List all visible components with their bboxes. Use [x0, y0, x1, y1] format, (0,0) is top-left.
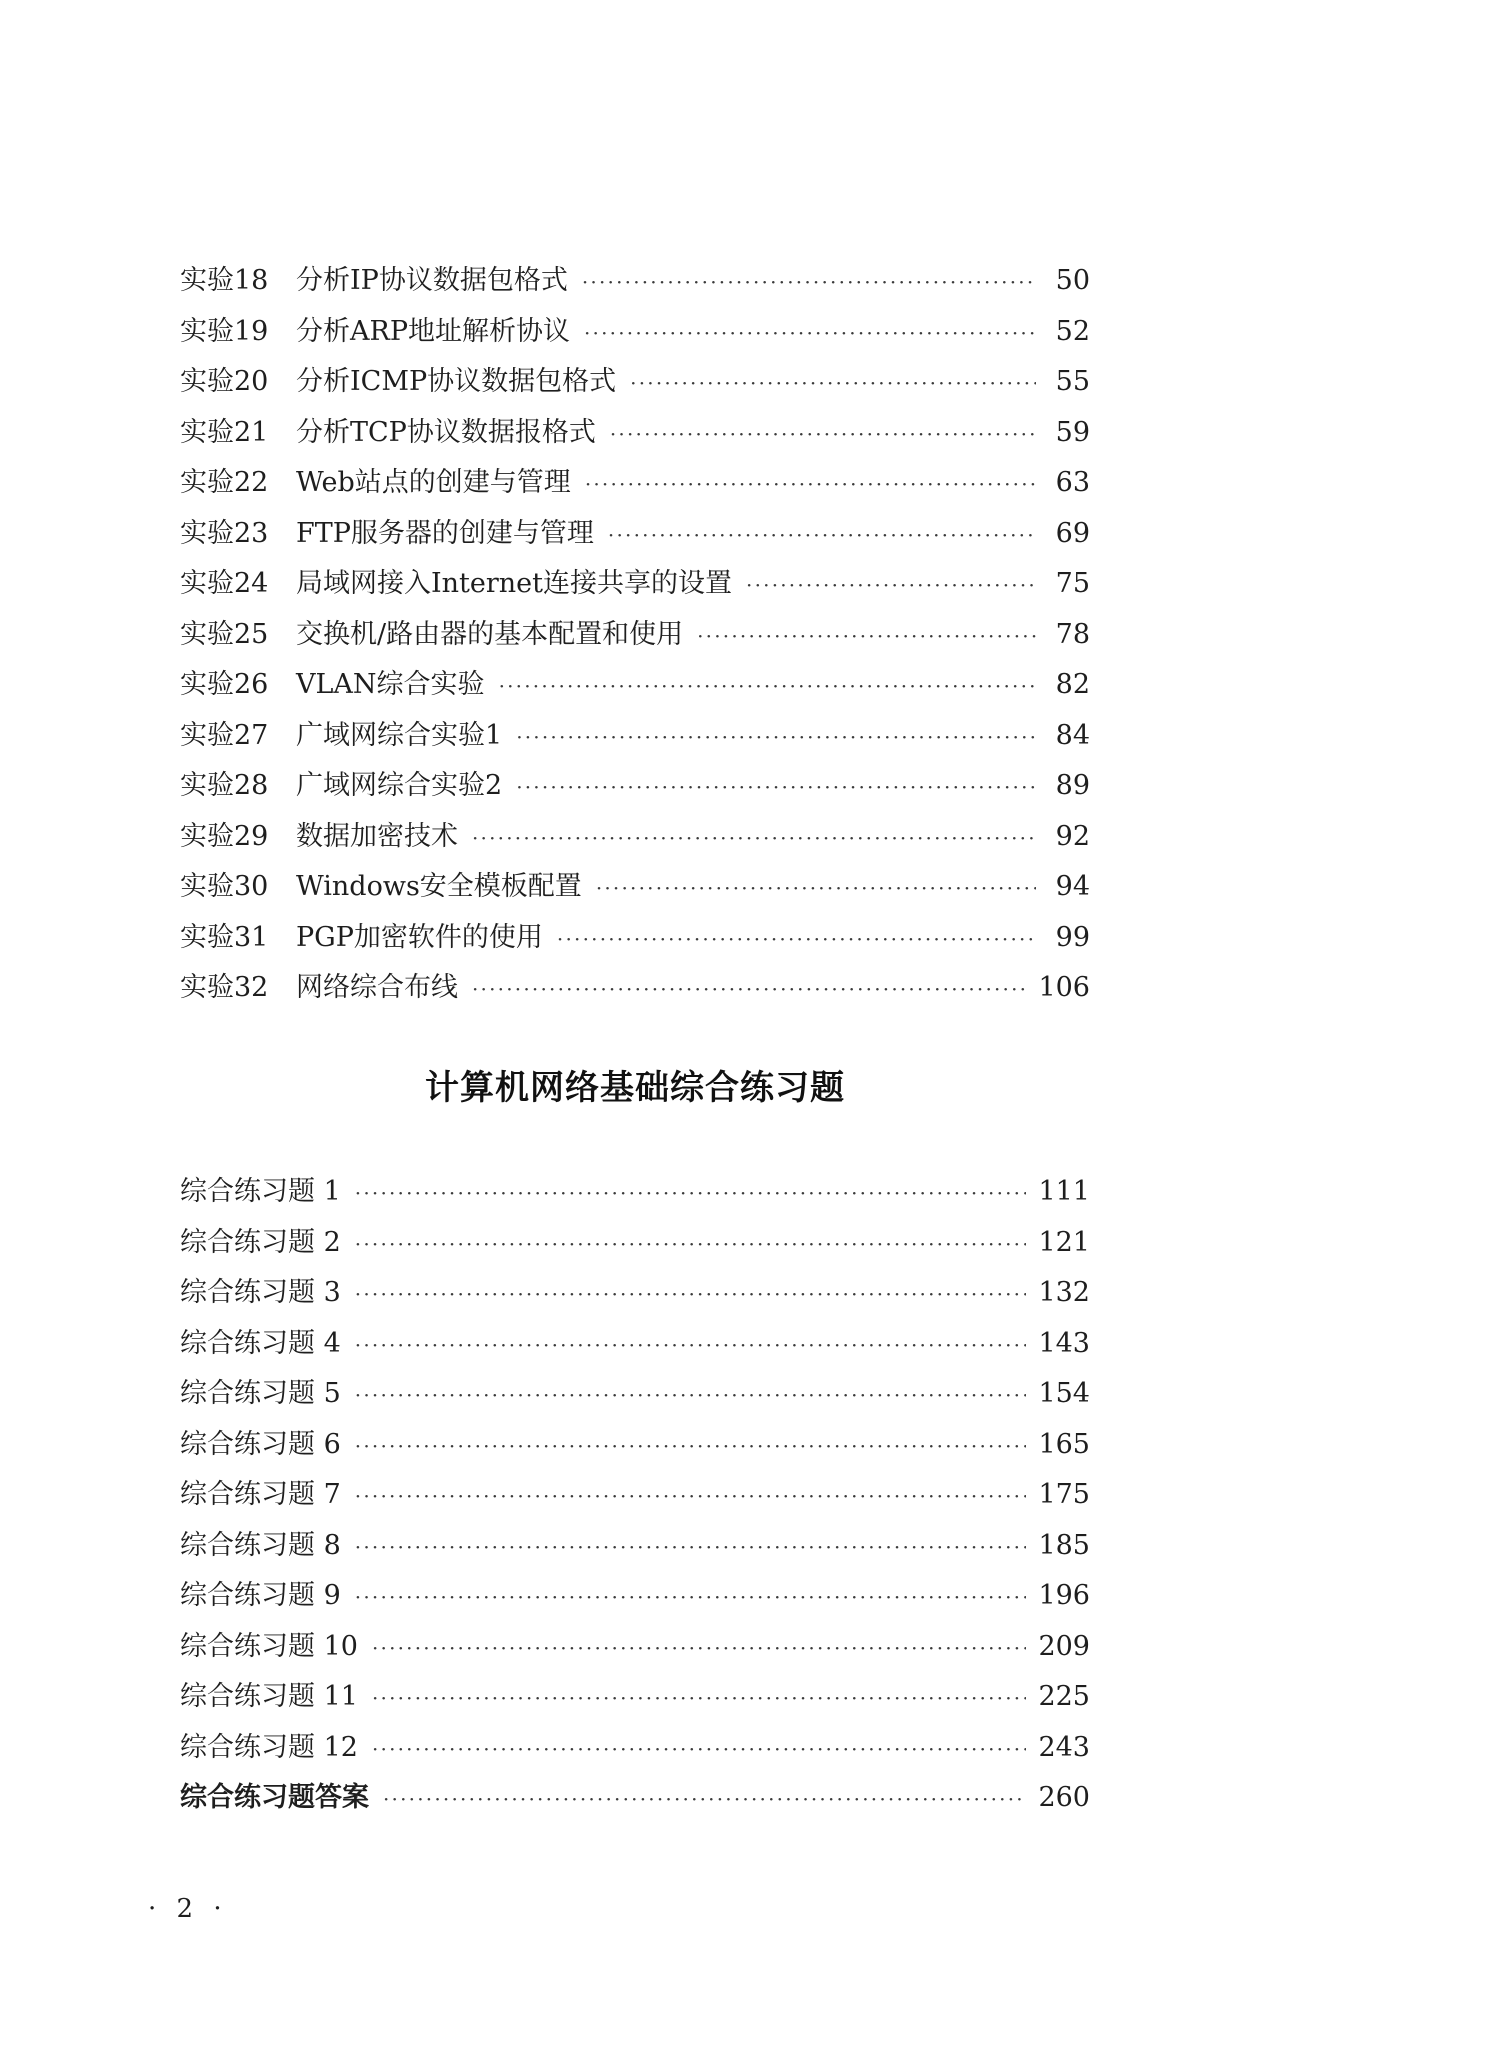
- entry-title: 广域网综合实验2: [296, 770, 503, 801]
- dot-leader: [608, 510, 1036, 561]
- entry-title: PGP加密软件的使用: [296, 921, 543, 953]
- entry-title: FTP服务器的创建与管理: [296, 517, 594, 549]
- toc-entry: [180, 1218, 1090, 1269]
- dot-leader: [584, 308, 1036, 359]
- section-heading: 计算机网络基础综合练习题: [425, 1068, 845, 1108]
- toc-entry: [180, 1571, 1090, 1622]
- entry-title: 综合练习题 3: [180, 1277, 341, 1308]
- dot-leader: [355, 1168, 1027, 1219]
- toc-entry: [180, 1420, 1090, 1471]
- entry-title: 数据加密技术: [296, 820, 458, 852]
- entry-title: 广域网综合实验1: [296, 719, 503, 751]
- dot-leader: [355, 1421, 1027, 1472]
- toc-entry: [180, 660, 1090, 711]
- entry-page-number: 243: [1038, 1731, 1090, 1763]
- dot-leader: [596, 863, 1036, 914]
- toc-entry: [180, 559, 1090, 610]
- page-folio: · 2 ·: [148, 1894, 228, 1924]
- toc-entry: [180, 761, 1090, 812]
- entry-page-number: 260: [1038, 1782, 1090, 1813]
- entry-page-number: 165: [1038, 1428, 1090, 1460]
- toc-entry: [180, 307, 1090, 358]
- dot-leader: [697, 611, 1036, 662]
- entry-page-number: 94: [1055, 871, 1090, 902]
- entry-page-number: 175: [1038, 1479, 1090, 1510]
- entry-page-number: 82: [1055, 669, 1090, 700]
- entry-number: 实验30: [180, 871, 269, 902]
- dot-leader: [372, 1623, 1027, 1674]
- entry-page-number: 52: [1055, 315, 1090, 347]
- toc-entry: [180, 1723, 1090, 1774]
- entry-number: 实验25: [180, 618, 269, 650]
- dot-leader: [383, 1774, 1026, 1825]
- entry-number: 实验21: [180, 416, 269, 448]
- entry-page-number: 55: [1055, 366, 1090, 397]
- entry-title: 综合练习题 7: [180, 1479, 341, 1510]
- dot-leader: [472, 964, 1026, 1015]
- entry-page-number: 106: [1038, 972, 1090, 1003]
- entry-page-number: 143: [1038, 1327, 1090, 1359]
- entry-number: 实验23: [180, 517, 269, 549]
- dot-leader: [355, 1269, 1027, 1320]
- entry-number: 实验32: [180, 972, 269, 1003]
- toc-entry: [180, 357, 1090, 408]
- toc-entry: [180, 610, 1090, 661]
- dot-leader: [372, 1724, 1027, 1775]
- toc-entry: [180, 812, 1090, 863]
- entry-title: 局域网接入Internet连接共享的设置: [296, 568, 733, 599]
- entry-page-number: 69: [1055, 517, 1090, 549]
- dot-leader: [516, 712, 1036, 763]
- entry-page-number: 50: [1055, 265, 1090, 296]
- entry-page-number: 99: [1055, 921, 1090, 953]
- entry-number: 实验18: [180, 265, 269, 296]
- entry-number: 实验31: [180, 921, 269, 953]
- entry-page-number: 196: [1038, 1580, 1090, 1611]
- toc-entry: [180, 963, 1090, 1014]
- entry-number: 实验19: [180, 315, 269, 347]
- dot-leader: [355, 1572, 1027, 1623]
- entry-page-number: 111: [1038, 1176, 1090, 1207]
- entry-title: 综合练习题 1: [180, 1176, 341, 1207]
- entry-page-number: 154: [1038, 1378, 1090, 1409]
- entry-number: 实验22: [180, 467, 269, 498]
- dot-leader: [355, 1471, 1027, 1522]
- entry-title: 网络综合布线: [296, 972, 458, 1003]
- entry-number: 实验29: [180, 820, 269, 852]
- toc-entry: [180, 1470, 1090, 1521]
- toc-entry: [180, 1622, 1090, 1673]
- entry-page-number: 132: [1038, 1277, 1090, 1308]
- toc-entry: [180, 913, 1090, 964]
- entry-page-number: 209: [1038, 1630, 1090, 1662]
- dot-leader: [372, 1673, 1027, 1724]
- entry-title: 综合练习题答案: [180, 1782, 369, 1813]
- toc-entry: [180, 1521, 1090, 1572]
- entry-page-number: 185: [1038, 1529, 1090, 1561]
- toc-entry: [180, 458, 1090, 509]
- entry-page-number: 121: [1038, 1226, 1090, 1258]
- toc-entry: [180, 711, 1090, 762]
- toc-entry: [180, 256, 1090, 307]
- entry-title: 分析ICMP协议数据包格式: [296, 366, 617, 397]
- toc-entry: [180, 862, 1090, 913]
- entry-title: 综合练习题 6: [180, 1428, 341, 1460]
- entry-page-number: 225: [1038, 1681, 1090, 1712]
- dot-leader: [355, 1370, 1027, 1421]
- entry-title: 综合练习题 11: [180, 1681, 358, 1712]
- entry-title: 综合练习题 5: [180, 1378, 341, 1409]
- entry-number: 实验27: [180, 719, 269, 751]
- entry-title: 综合练习题 8: [180, 1529, 341, 1561]
- dot-leader: [746, 560, 1036, 611]
- entry-number: 实验28: [180, 770, 269, 801]
- entry-page-number: 89: [1055, 770, 1090, 801]
- entry-number: 实验24: [180, 568, 269, 599]
- toc-entry: [180, 1167, 1090, 1218]
- exercises-list: [180, 1167, 1090, 1824]
- entry-title: Windows安全模板配置: [296, 871, 582, 902]
- dot-leader: [630, 358, 1036, 409]
- entry-title: 综合练习题 4: [180, 1327, 341, 1359]
- toc-entry-answers: [180, 1773, 1090, 1824]
- dot-leader: [582, 257, 1036, 308]
- entry-page-number: 63: [1055, 467, 1090, 498]
- entry-title: 分析TCP协议数据报格式: [296, 416, 596, 448]
- toc-entry: [180, 1268, 1090, 1319]
- entry-number: 实验26: [180, 669, 269, 700]
- toc-entry: [180, 1672, 1090, 1723]
- entry-page-number: 75: [1055, 568, 1090, 599]
- entry-title: 综合练习题 10: [180, 1630, 358, 1662]
- entry-page-number: 84: [1055, 719, 1090, 751]
- toc-entry: [180, 509, 1090, 560]
- entry-page-number: 59: [1055, 416, 1090, 448]
- entry-title: 分析IP协议数据包格式: [296, 265, 568, 296]
- entry-title: Web站点的创建与管理: [296, 467, 571, 498]
- dot-leader: [610, 409, 1036, 460]
- entry-title: 分析ARP地址解析协议: [296, 315, 570, 347]
- entry-title: 综合练习题 12: [180, 1731, 358, 1763]
- dot-leader: [585, 459, 1036, 510]
- entry-page-number: 92: [1055, 820, 1090, 852]
- toc-entry: [180, 1319, 1090, 1370]
- dot-leader: [355, 1219, 1027, 1270]
- entry-title: 综合练习题 9: [180, 1580, 341, 1611]
- toc-entry: [180, 1369, 1090, 1420]
- dot-leader: [516, 762, 1036, 813]
- dot-leader: [472, 813, 1036, 864]
- entry-number: 实验20: [180, 366, 269, 397]
- dot-leader: [499, 661, 1036, 712]
- entry-title: 交换机/路由器的基本配置和使用: [296, 618, 684, 650]
- entry-title: 综合练习题 2: [180, 1226, 341, 1258]
- dot-leader: [557, 914, 1036, 965]
- entry-title: VLAN综合实验: [296, 669, 485, 700]
- dot-leader: [355, 1320, 1027, 1371]
- entry-page-number: 78: [1055, 618, 1090, 650]
- dot-leader: [355, 1522, 1027, 1573]
- experiments-list: [180, 256, 1090, 1014]
- toc-entry: [180, 408, 1090, 459]
